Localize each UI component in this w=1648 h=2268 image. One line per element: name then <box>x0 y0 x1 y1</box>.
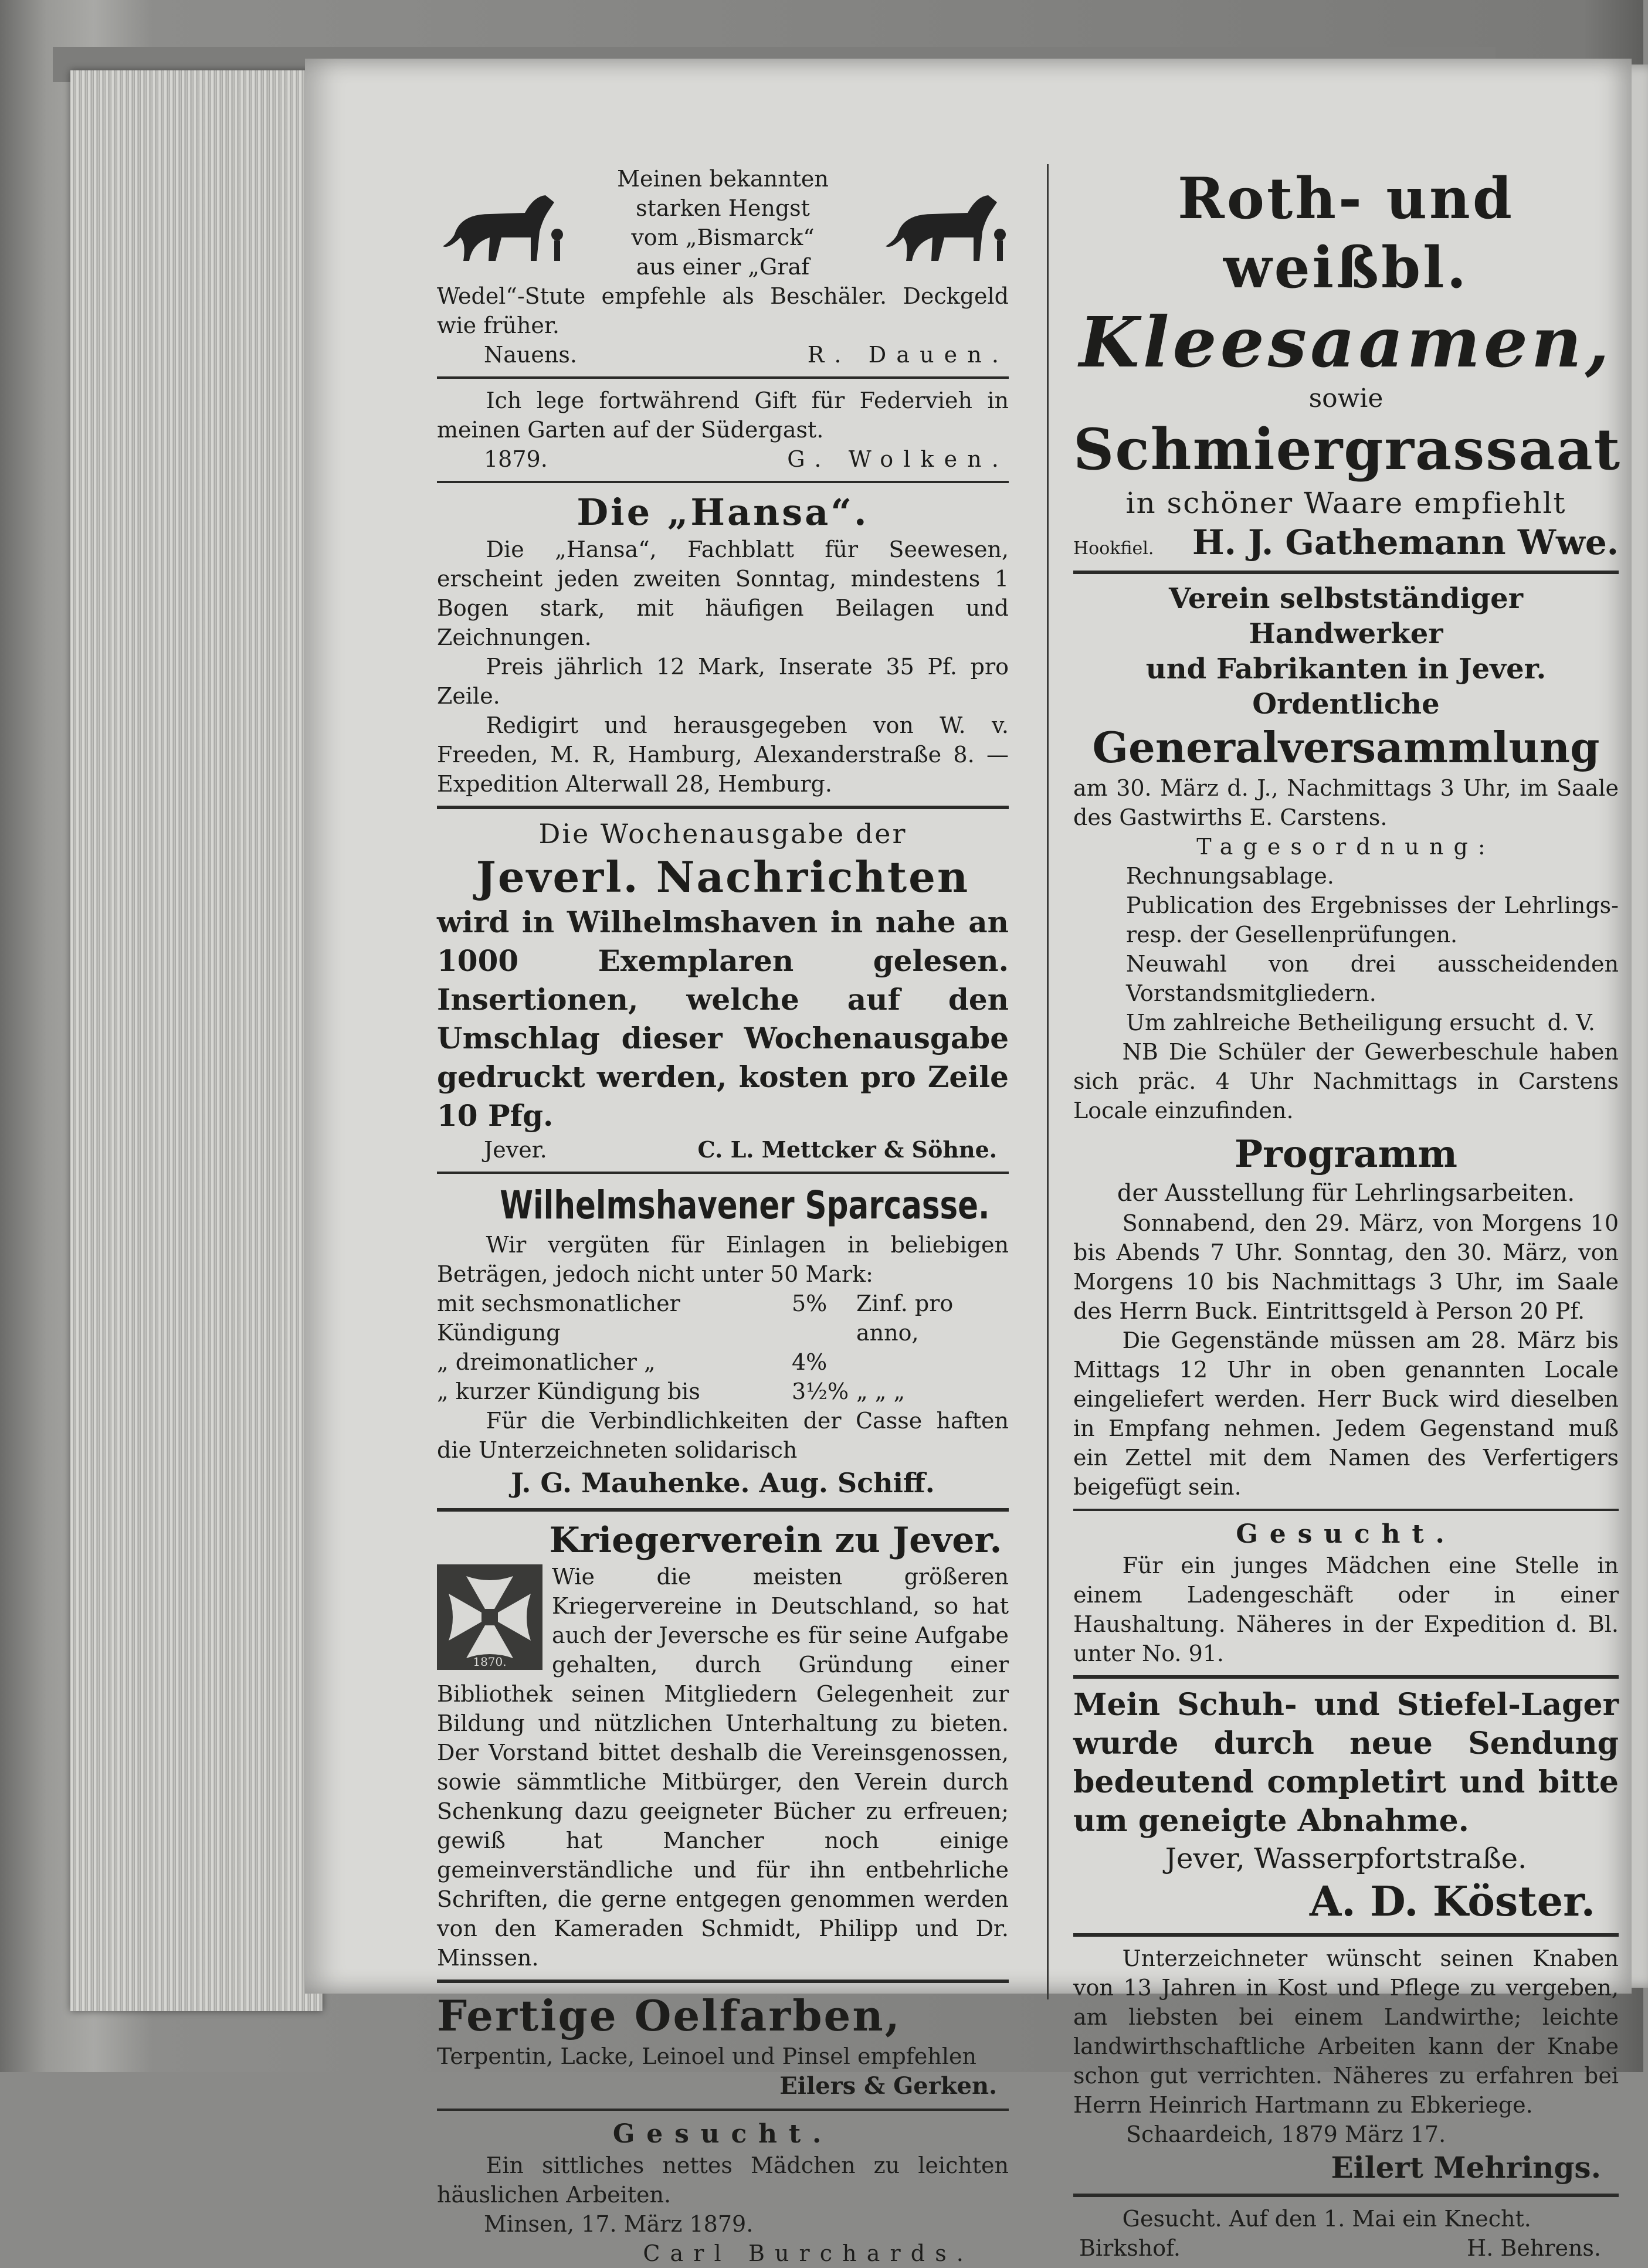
verein-title: Generalversammlung <box>1092 722 1600 772</box>
spar-intro: Wir vergüten für Einlagen in beliebigen Beträgen, jedoch nicht unter 50 Mark: <box>437 1232 1009 1287</box>
hengst-signature: R. Dauen. <box>807 342 1009 368</box>
klee-line-1: Roth- und weißbl. <box>1178 165 1514 301</box>
knabe-text: Unterzeichneter wünscht seinen Knaben von 13 Jahren in Kost und Pflege zu vergeben, am liebsten bei einem Landwirthe; leichte landwirthschaftliche Arbeiten kann der Knabe schon gut verrichten. Näheres zu erfahren bei Herrn Heinrich Hartmann zu Ebkeriege. <box>1073 1946 1619 2118</box>
rate-label: mit sechsmonatlicher Kündigung <box>437 1291 680 1346</box>
right-column <box>1073 164 1622 2263</box>
gift-signature: G. Wolken. <box>787 446 1009 472</box>
horse-icon <box>880 179 1009 267</box>
klee-place: Hookfiel. <box>1073 538 1154 559</box>
table-row <box>437 1377 1009 1406</box>
agenda-item: Publication des Ergebnisses der Lehrlings- resp. der Gesellenprüfungen. <box>1126 892 1619 948</box>
programm-sub: der Ausstellung für Lehrlingsarbeiten. <box>1117 1180 1575 1207</box>
hansa-p2: Preis jährlich 12 Mark, Inserate 35 Pf. pro Zeile. <box>437 654 1009 709</box>
knecht-text: Gesucht. Auf den 1. Mai ein Knecht. <box>1122 2206 1531 2232</box>
ad-kleesaamen <box>1073 164 1622 563</box>
gesucht-text: Ein sittliches nettes Mädchen zu leichten häuslichen Arbeiten. <box>437 2152 1009 2208</box>
ad-schuh <box>1073 1686 1619 1926</box>
verein-line-1: Verein selbstständiger Handwerker <box>1169 582 1523 650</box>
klee-line-3: sowie <box>1308 383 1383 413</box>
hansa-title: Die „Hansa“. <box>577 491 869 534</box>
krieger-title: Kriegerverein zu Jever. <box>549 1520 1002 1561</box>
programm-title: Programm <box>1235 1132 1457 1176</box>
klee-line-2: Kleesaamen, <box>1079 301 1613 383</box>
rule <box>1073 1509 1619 1511</box>
ad-sparcasse <box>437 1181 1009 1501</box>
rule <box>1073 571 1619 574</box>
rate-note: Zinf. pro anno, <box>856 1291 954 1346</box>
ad-hansa <box>437 490 1009 799</box>
programm-p2: Die Gegenstände müssen am 28. März bis Mittags 12 Uhr in oben genannten Locale eingeliefert werden. Herr Buck wird dieselben in Empfang nehmen. Jedem Gegenstand muß ein Zettel mit dem Namen des Verfertigers beigefügt sein. <box>1073 1327 1619 1500</box>
rate-value: 4% <box>792 1349 828 1375</box>
gift-text: Ich lege fortwährend Gift für Federvieh in meinen Garten auf der Südergast. <box>437 388 1009 443</box>
ad-gift <box>437 386 1009 474</box>
iron-cross-icon <box>437 1564 542 1670</box>
hansa-p1: Die „Hansa“, Fachblatt für Seewesen, erscheint jeden zweiten Sonntag, mindestens 1 Bogen stark, mit häufigen Beilagen und Zeichnungen. <box>437 537 1009 650</box>
gift-year: 1879. <box>484 446 548 472</box>
verein-nb: NB Die Schüler der Gewerbeschule haben sich präc. 4 Uhr Nachmittags in Carstens Locale einzufinden. <box>1073 1039 1619 1123</box>
rate-note: „ „ „ <box>856 1379 906 1404</box>
ad-kriegerverein <box>437 1519 1009 1972</box>
rate-value: 3½% <box>792 1379 849 1404</box>
ad-gesucht <box>437 2118 1009 2268</box>
ad-hengst <box>437 164 1009 369</box>
rule <box>1073 2194 1619 2197</box>
wochen-signature: C. L. Mettcker & Söhne. <box>697 1136 997 1163</box>
rule <box>1073 1675 1619 1679</box>
rule <box>437 1980 1009 1983</box>
table-row <box>437 1347 1009 1377</box>
verein-line-2: und Fabrikanten in Jever. <box>1145 653 1547 685</box>
oel-signature: Eilers & Gerken. <box>779 2072 997 2100</box>
wochen-place: Jever. <box>484 1137 547 1163</box>
schuh-signature: A. D. Köster. <box>1309 1877 1595 1926</box>
hansa-p3: Redigirt und herausgegeben von W. v. Freeden, M. R, Hamburg, Alexanderstraße 8. — Expedition Alterwall 28, Hemburg. <box>437 712 1009 797</box>
left-column <box>437 164 1009 2268</box>
gesucht2-text: Für ein junges Mädchen eine Stelle in einem Ladengeschäft oder in einer Haushaltung. Näheres in der Expedition d. Bl. unter No. 91. <box>1073 1553 1619 1666</box>
ad-programm <box>1073 1131 1619 1502</box>
rule <box>1073 1933 1619 1937</box>
knabe-place: Schaardeich, 1879 März 17. <box>1126 2121 1446 2147</box>
ad-knecht <box>1073 2204 1619 2263</box>
verein-plea-signature: d. V. <box>1547 1010 1595 1035</box>
table-row <box>437 1289 1009 1347</box>
rule <box>437 1172 1009 1174</box>
krieger-body: Wie die meisten größeren Kriegervereine in Deutschland, so hat auch der Jeversche es für seine Aufgabe gehalten, durch Gründung einer Bibliothek seinen Mitgliedern Gelegenheit zur Bildung und nützlichen Unterhaltung zu bieten. Der Vorstand bittet deshalb die Vereinsgenossen, sowie sämmtliche Mitbürger, den Verein durch Schenkung dazu geeigneter Bücher zu erfreuen; gewiß hat Mancher noch einige gemeinverständliche und für ihn entbehrliche Schriften, die gerne entgegen genommen werden von den Kameraden Schmidt, Philipp und Dr. Minssen. <box>437 1564 1009 1971</box>
cross-year: 1870. <box>473 1655 507 1669</box>
hengst-line-2: starken Hengst <box>636 195 810 221</box>
ad-oelfarben <box>437 1990 1009 2101</box>
verein-plea: Um zahlreiche Betheiligung ersucht <box>1126 1010 1535 1035</box>
rule <box>437 1508 1009 1512</box>
ad-knabe <box>1073 1944 1619 2186</box>
horse-icon <box>437 179 566 267</box>
rate-value: 5% <box>792 1291 828 1316</box>
page-edges <box>70 70 323 2011</box>
agenda-item: Rechnungsablage. <box>1126 863 1334 889</box>
knecht-place: Birkshof. <box>1079 2235 1181 2261</box>
gesucht-title: Gesucht. <box>612 2119 833 2149</box>
spar-outro: Für die Verbindlichkeiten der Casse haften die Unterzeichneten solidarisch <box>437 1408 1009 1463</box>
spar-rates <box>437 1289 1009 1406</box>
verein-when: am 30. März d. J., Nachmittags 3 Uhr, im Saale des Gastwirths E. Carstens. <box>1073 775 1619 830</box>
klee-line-5: in schöner Waare empfiehlt <box>1125 486 1566 520</box>
hengst-line-4: aus einer „Graf <box>636 254 810 280</box>
agenda-title: Tagesordnung: <box>1196 834 1496 860</box>
schuh-place: Jever, Wasserpfortstraße. <box>1165 1842 1527 1875</box>
ad-verein <box>1073 581 1619 1125</box>
rate-label: „ dreimonatlicher „ <box>437 1349 656 1375</box>
gesucht-place: Minsen, 17. März 1879. <box>484 2211 754 2237</box>
spar-title: Wilhelmshavener Sparcasse. <box>500 1183 990 1228</box>
rule <box>437 481 1009 483</box>
oel-text: Terpentin, Lacke, Leinoel und Pinsel empfehlen <box>437 2043 976 2069</box>
spar-signature: J. G. Mauhenke. Aug. Schiff. <box>511 1467 935 1499</box>
rule <box>437 2109 1009 2111</box>
rate-label: „ kurzer Kündigung bis <box>437 1379 700 1404</box>
hengst-place: Nauens. <box>484 342 577 368</box>
knabe-signature: Eilert Mehrings. <box>1331 2150 1601 2185</box>
rate-note <box>856 1347 1009 1377</box>
ad-gesucht-2 <box>1073 1518 1619 1668</box>
programm-p1: Sonnabend, den 29. März, von Morgens 10 bis Abends 7 Uhr. Sonntag, den 30. März, von Morgens 10 bis Nachmittags 3 Uhr, im Saale des Herrn Buck. Eintrittsgeld à Person 20 Pf. <box>1073 1210 1619 1324</box>
verein-line-3: Ordentliche <box>1252 688 1440 721</box>
ad-wochenausgabe <box>437 816 1009 1164</box>
hengst-line-3: vom „Bismarck“ <box>631 225 815 250</box>
oel-title: Fertige Oelfarben, <box>437 1991 901 2040</box>
agenda-item: Neuwahl von drei ausscheidenden Vorstandsmitgliedern. <box>1126 951 1619 1006</box>
klee-line-4: Schmiergrassaat <box>1073 416 1622 483</box>
rule <box>437 806 1009 809</box>
wochen-title: Jeverl. Nachrichten <box>476 852 970 902</box>
klee-signature: H. J. Gathemann Wwe. <box>1192 522 1619 562</box>
hengst-line-1: Meinen bekannten <box>617 166 829 192</box>
gesucht-signature: Carl Burchards. <box>643 2240 974 2266</box>
wochen-line-1: Die Wochenausgabe der <box>538 818 907 850</box>
schuh-text: Mein Schuh- und Stiefel-Lager wurde durch neue Sendung bedeutend completirt und bitte um geneigte Abnahme. <box>1073 1687 1619 1839</box>
wochen-body: wird in Wilhelmshaven in nahe an 1000 Exemplaren gelesen. Insertionen, welche auf den Umschlag dieser Wochenausgabe gedruckt werden, kosten pro Zeile 10 Pfg. <box>437 905 1009 1133</box>
hengst-body: Wedel“-Stute empfehle als Beschäler. Deckgeld wie früher. <box>437 283 1009 338</box>
gesucht2-title: Gesucht. <box>1236 1519 1456 1549</box>
rule <box>437 376 1009 379</box>
knecht-signature: H. Behrens. <box>1467 2235 1601 2261</box>
column-rule <box>1047 164 1049 1999</box>
